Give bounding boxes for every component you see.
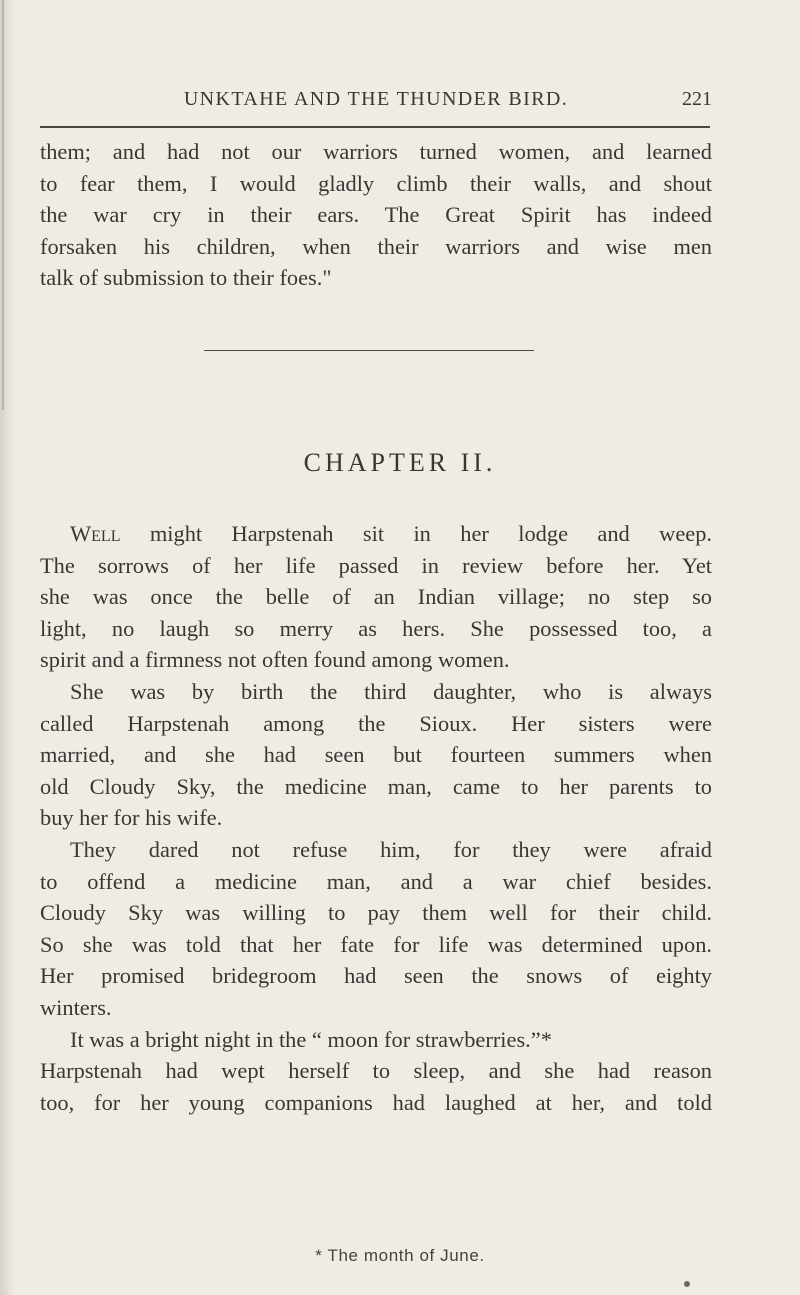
text-line: Harpstenah had wept herself to sleep, and she had reason xyxy=(40,1058,712,1084)
text-line: forsaken his children, when their warriors and wise men xyxy=(40,233,712,259)
running-title: UNKTAHE AND THE THUNDER BIRD. xyxy=(183,88,569,110)
binding-edge xyxy=(2,0,4,410)
text-line: talk of submission to their foes." xyxy=(40,265,332,291)
text-line: to fear them, I would gladly climb their walls, and shout xyxy=(40,170,712,196)
opening-word-rest: ell xyxy=(91,521,121,546)
text-line: light, no laugh so merry as hers. She possessed too, a xyxy=(40,615,712,641)
ink-speck xyxy=(684,1281,690,1287)
text-line: old Cloudy Sky, the medicine man, came to her parents to xyxy=(40,773,712,799)
chapter-heading: CHAPTER II. xyxy=(303,448,497,477)
footnote: * The month of June. xyxy=(315,1246,485,1265)
text-line: buy her for his wife. xyxy=(40,805,223,831)
text-line: spirit and a firmness not often found among women. xyxy=(40,647,510,673)
text-line: The sorrows of her life passed in review before her. Yet xyxy=(40,552,712,578)
text-line: Cloudy Sky was willing to pay them well for their child. xyxy=(40,900,712,926)
text-line: too, for her young companions had laughed at her, and told xyxy=(40,1089,712,1115)
opening-line-text: might Harpstenah sit in her lodge and weep. xyxy=(120,521,712,546)
opening-initial: W xyxy=(70,521,92,546)
text-line: So she was told that her fate for life was determined upon. xyxy=(40,931,712,957)
text-line: she was once the belle of an Indian village; no step so xyxy=(40,584,712,610)
text-line: called Harpstenah among the Sioux. Her sisters were xyxy=(40,710,712,736)
chapter-body xyxy=(40,518,712,1118)
text-line: winters. xyxy=(40,994,112,1020)
text-line: They dared not refuse him, for they were afraid xyxy=(70,836,712,862)
text-line: the war cry in their ears. The Great Spirit has indeed xyxy=(40,202,712,228)
chapter-divider-rule xyxy=(204,350,534,351)
header-rule xyxy=(40,126,710,128)
opening-line xyxy=(40,518,712,550)
page-number: 221 xyxy=(682,88,712,110)
text-line: She was by birth the third daughter, who is always xyxy=(70,678,712,704)
text-line: married, and she had seen but fourteen summers when xyxy=(40,742,712,768)
running-head xyxy=(40,86,712,118)
text-line: Her promised bridegroom had seen the snows of eighty xyxy=(40,963,712,989)
text-line: It was a bright night in the “ moon for strawberries.”* xyxy=(70,1026,552,1052)
text-line: to offend a medicine man, and a war chief besides. xyxy=(40,868,712,894)
text-line: them; and had not our warriors turned women, and learned xyxy=(40,139,712,164)
top-passage xyxy=(40,136,712,294)
